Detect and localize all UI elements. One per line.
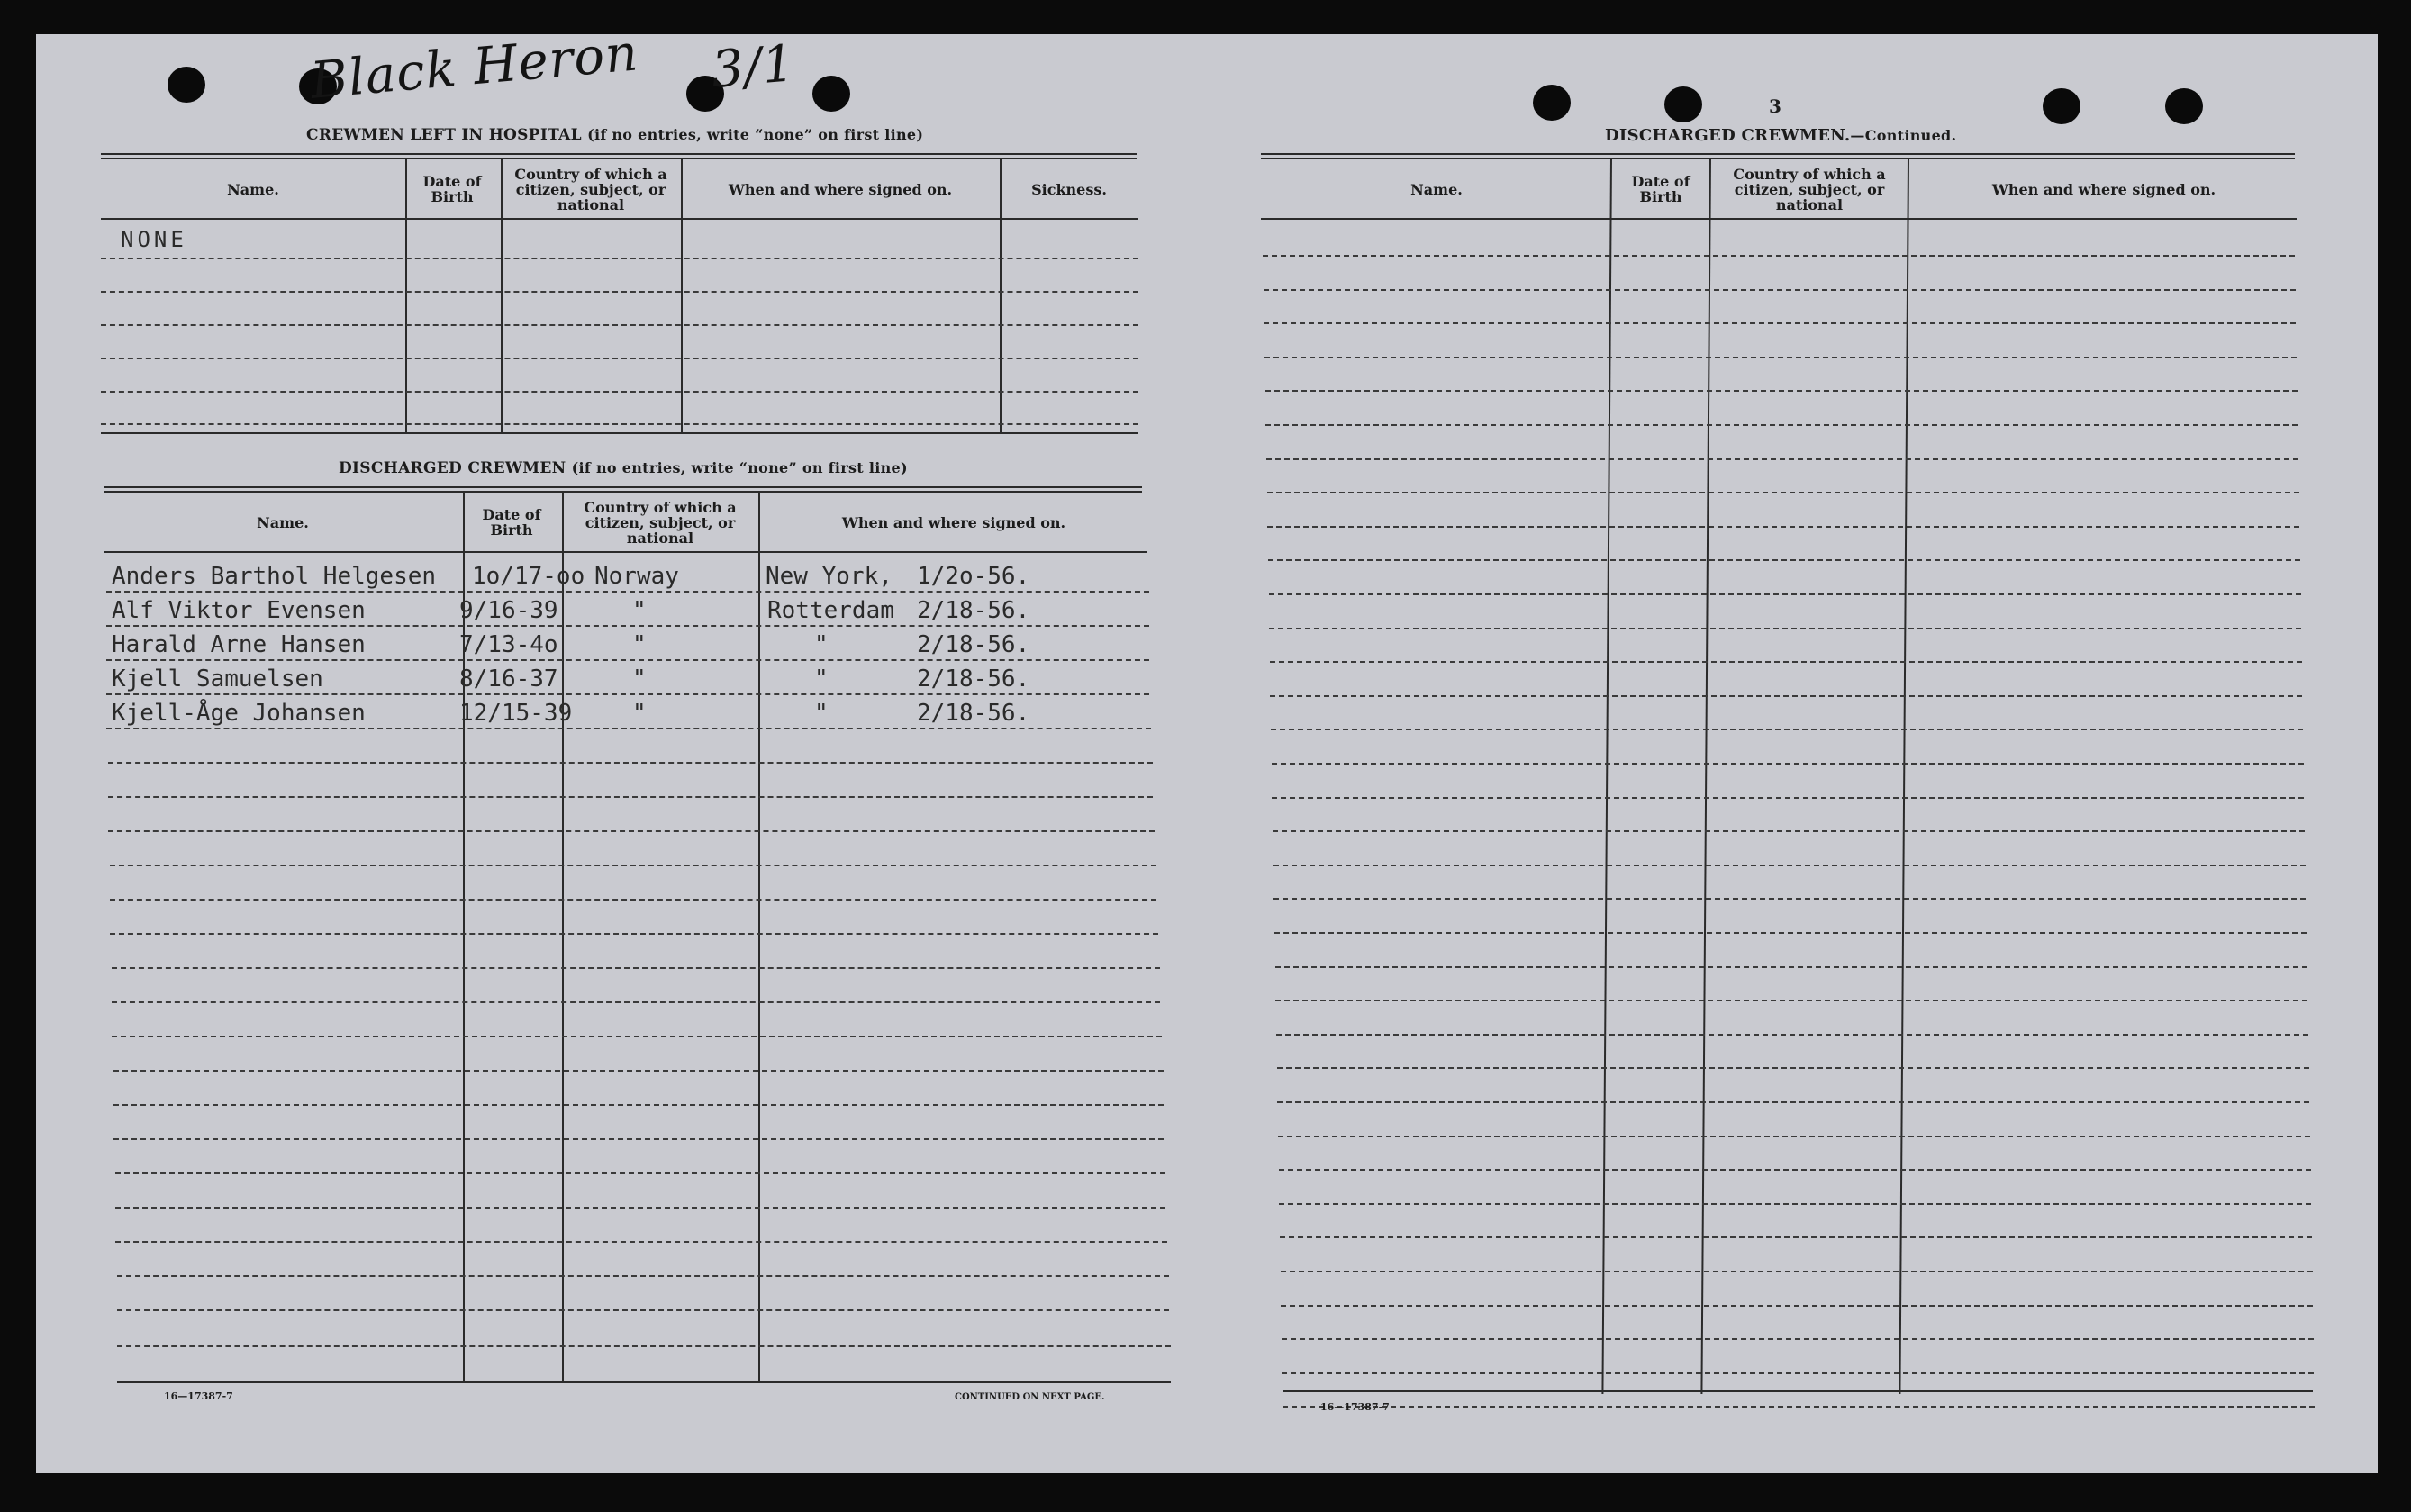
right-col-dob: Date of Birth <box>1631 173 1690 205</box>
discharged-row-line <box>115 1172 1165 1174</box>
hospital-col-divider <box>405 158 407 434</box>
right-row-line <box>1280 1236 2312 1238</box>
discharged-row-line <box>108 762 1153 764</box>
crew-name: Kjell-Åge Johansen <box>112 700 366 727</box>
discharged-row-line <box>115 1207 1165 1209</box>
discharged-col-dob: Date of Birth <box>482 506 541 539</box>
right-row-line <box>1272 763 2304 765</box>
punch-hole <box>2165 88 2203 124</box>
crew-signed-date: 1/2o-56. <box>917 563 1030 590</box>
discharged-row-line <box>117 1345 1171 1347</box>
hospital-row-line <box>101 324 1138 326</box>
right-row-line <box>1264 357 2297 358</box>
right-title: DISCHARGED CREWMEN. <box>1605 126 1851 145</box>
right-row-line <box>1273 830 2305 832</box>
right-col-country: Country of which a citizen, subject, or national <box>1733 165 1886 213</box>
right-form-number: 16—17387-7 <box>1320 1401 1390 1413</box>
right-row-line <box>1267 492 2299 493</box>
discharged-row-line <box>110 865 1156 866</box>
right-row-line <box>1263 255 2295 257</box>
continued-note: CONTINUED ON NEXT PAGE. <box>955 1392 1105 1402</box>
hospital-title: CREWMEN LEFT IN HOSPITAL <box>306 126 582 144</box>
handwritten-vessel-name: Black Heron <box>308 23 641 111</box>
punch-hole <box>812 76 850 112</box>
discharged-row-line <box>113 1104 1164 1106</box>
discharged-row-line <box>108 830 1155 832</box>
right-section-title <box>1605 126 1956 145</box>
crew-signed-where: Rotterdam <box>767 597 894 624</box>
right-row-line <box>1279 1169 2311 1171</box>
discharged-row-line <box>115 1241 1167 1243</box>
hospital-row-line <box>101 291 1138 293</box>
right-row-line <box>1282 1338 2314 1340</box>
discharged-title: DISCHARGED CREWMEN <box>339 459 566 477</box>
right-row-line <box>1268 559 2300 561</box>
hospital-col-divider <box>501 158 503 434</box>
hospital-col-divider <box>681 158 683 434</box>
crew-country: " <box>632 631 647 658</box>
right-col-signed: When and where signed on. <box>1991 180 2216 198</box>
right-row-line <box>1271 729 2303 730</box>
crew-signed-where: " <box>814 631 829 658</box>
handwritten-number: 3/1 <box>709 34 798 100</box>
right-row-line <box>1273 898 2306 900</box>
crew-dob: 12/15-39 <box>459 700 573 727</box>
crew-name: Alf Viktor Evensen <box>112 597 366 624</box>
punch-hole <box>168 67 205 103</box>
discharged-row-line <box>112 967 1160 969</box>
hospital-row-line <box>101 258 1138 259</box>
discharged-row-line <box>106 693 1149 695</box>
right-row-line <box>1281 1305 2313 1307</box>
right-row-line <box>1270 661 2302 663</box>
crew-country: " <box>632 700 647 727</box>
discharged-row-line <box>110 933 1158 935</box>
hospital-row-line <box>101 358 1138 359</box>
hospital-row-line <box>101 391 1138 393</box>
right-row-line <box>1269 628 2301 629</box>
right-row-line <box>1281 1271 2313 1272</box>
right-row-line <box>1270 695 2302 697</box>
discharged-row-line <box>112 1036 1162 1037</box>
crew-country: Norway <box>594 563 679 590</box>
crew-dob: 9/16-39 <box>459 597 558 624</box>
page-number: 3 <box>1769 95 1781 117</box>
discharged-row-line <box>113 1070 1164 1072</box>
right-row-line <box>1274 932 2307 934</box>
hospital-col-signed: When and where signed on. <box>728 180 953 198</box>
right-row-line <box>1283 1406 2315 1408</box>
hospital-top-rule <box>101 153 1137 159</box>
crew-name: Kjell Samuelsen <box>112 665 323 693</box>
right-row-line <box>1275 966 2307 968</box>
crew-name: Harald Arne Hansen <box>112 631 366 658</box>
discharged-header-rule <box>104 551 1147 553</box>
right-row-line <box>1279 1203 2311 1205</box>
crew-signed-where: " <box>814 665 829 693</box>
right-row-line <box>1265 424 2298 426</box>
right-row-line <box>1278 1136 2310 1137</box>
crew-name: Anders Barthol Helgesen <box>112 563 437 590</box>
left-form-number: 16—17387-7 <box>164 1390 233 1402</box>
crew-dob: 7/13-4o <box>459 631 558 658</box>
discharged-row-line <box>106 659 1149 661</box>
right-row-line <box>1267 526 2299 528</box>
hospital-section-title <box>306 126 923 144</box>
right-row-line <box>1266 458 2298 460</box>
discharged-col-signed: When and where signed on. <box>841 513 1066 531</box>
hospital-col-dob: Date of Birth <box>422 173 482 205</box>
discharged-subtitle: (if no entries, write “none” on first line) <box>571 459 908 476</box>
right-bottom-rule <box>1283 1390 2313 1392</box>
discharged-section-title <box>339 459 908 477</box>
hospital-col-country: Country of which a citizen, subject, or national <box>514 165 667 213</box>
crew-country: " <box>632 665 647 693</box>
hospital-row-line <box>101 423 1138 425</box>
right-row-line <box>1273 865 2306 866</box>
right-top-rule <box>1261 153 2295 159</box>
discharged-bottom-rule <box>117 1381 1171 1383</box>
discharged-col-name: Name. <box>257 513 309 531</box>
crew-signed-date: 2/18-56. <box>917 665 1030 693</box>
right-row-line <box>1272 797 2304 799</box>
discharged-col-country: Country of which a citizen, subject, or national <box>584 498 737 547</box>
hospital-bottom-rule <box>101 432 1138 434</box>
crew-signed-date: 2/18-56. <box>917 597 1030 624</box>
right-col-name: Name. <box>1410 180 1463 198</box>
right-row-line <box>1275 1000 2307 1001</box>
discharged-top-rule <box>104 486 1142 493</box>
right-header-rule <box>1261 218 2297 220</box>
hospital-subtitle: (if no entries, write “none” on first line) <box>587 126 924 143</box>
right-row-line <box>1264 289 2296 291</box>
discharged-row-line <box>106 728 1151 729</box>
right-row-line <box>1264 322 2296 324</box>
document-paper <box>36 34 2378 1473</box>
crew-signed-date: 2/18-56. <box>917 700 1030 727</box>
punch-hole <box>1533 85 1571 121</box>
hospital-entry-none: NONE <box>121 227 187 252</box>
crew-dob: 8/16-37 <box>459 665 558 693</box>
right-title-suffix: —Continued. <box>1850 127 1957 144</box>
punch-hole <box>1664 86 1702 122</box>
crew-dob: 1o/17-oo <box>472 563 585 590</box>
right-row-line <box>1277 1067 2309 1069</box>
hospital-header-rule <box>101 218 1138 220</box>
right-row-line <box>1277 1101 2309 1103</box>
punch-hole <box>2043 88 2080 124</box>
crew-signed-where: " <box>814 700 829 727</box>
discharged-row-line <box>108 796 1153 798</box>
discharged-row-line <box>106 625 1149 627</box>
crew-country: " <box>632 597 647 624</box>
discharged-row-line <box>110 899 1156 901</box>
discharged-row-line <box>112 1001 1160 1003</box>
discharged-row-line <box>117 1309 1169 1311</box>
hospital-col-divider <box>1000 158 1002 434</box>
right-row-line <box>1265 390 2298 392</box>
right-row-line <box>1269 593 2301 595</box>
crew-signed-date: 2/18-56. <box>917 631 1030 658</box>
hospital-col-sickness: Sickness. <box>1031 180 1107 198</box>
discharged-row-line <box>106 591 1149 593</box>
hospital-col-name: Name. <box>227 180 279 198</box>
right-row-line <box>1282 1372 2314 1374</box>
right-row-line <box>1276 1034 2308 1036</box>
discharged-row-line <box>113 1138 1164 1140</box>
discharged-row-line <box>117 1275 1169 1277</box>
crew-signed-where: New York, <box>766 563 893 590</box>
